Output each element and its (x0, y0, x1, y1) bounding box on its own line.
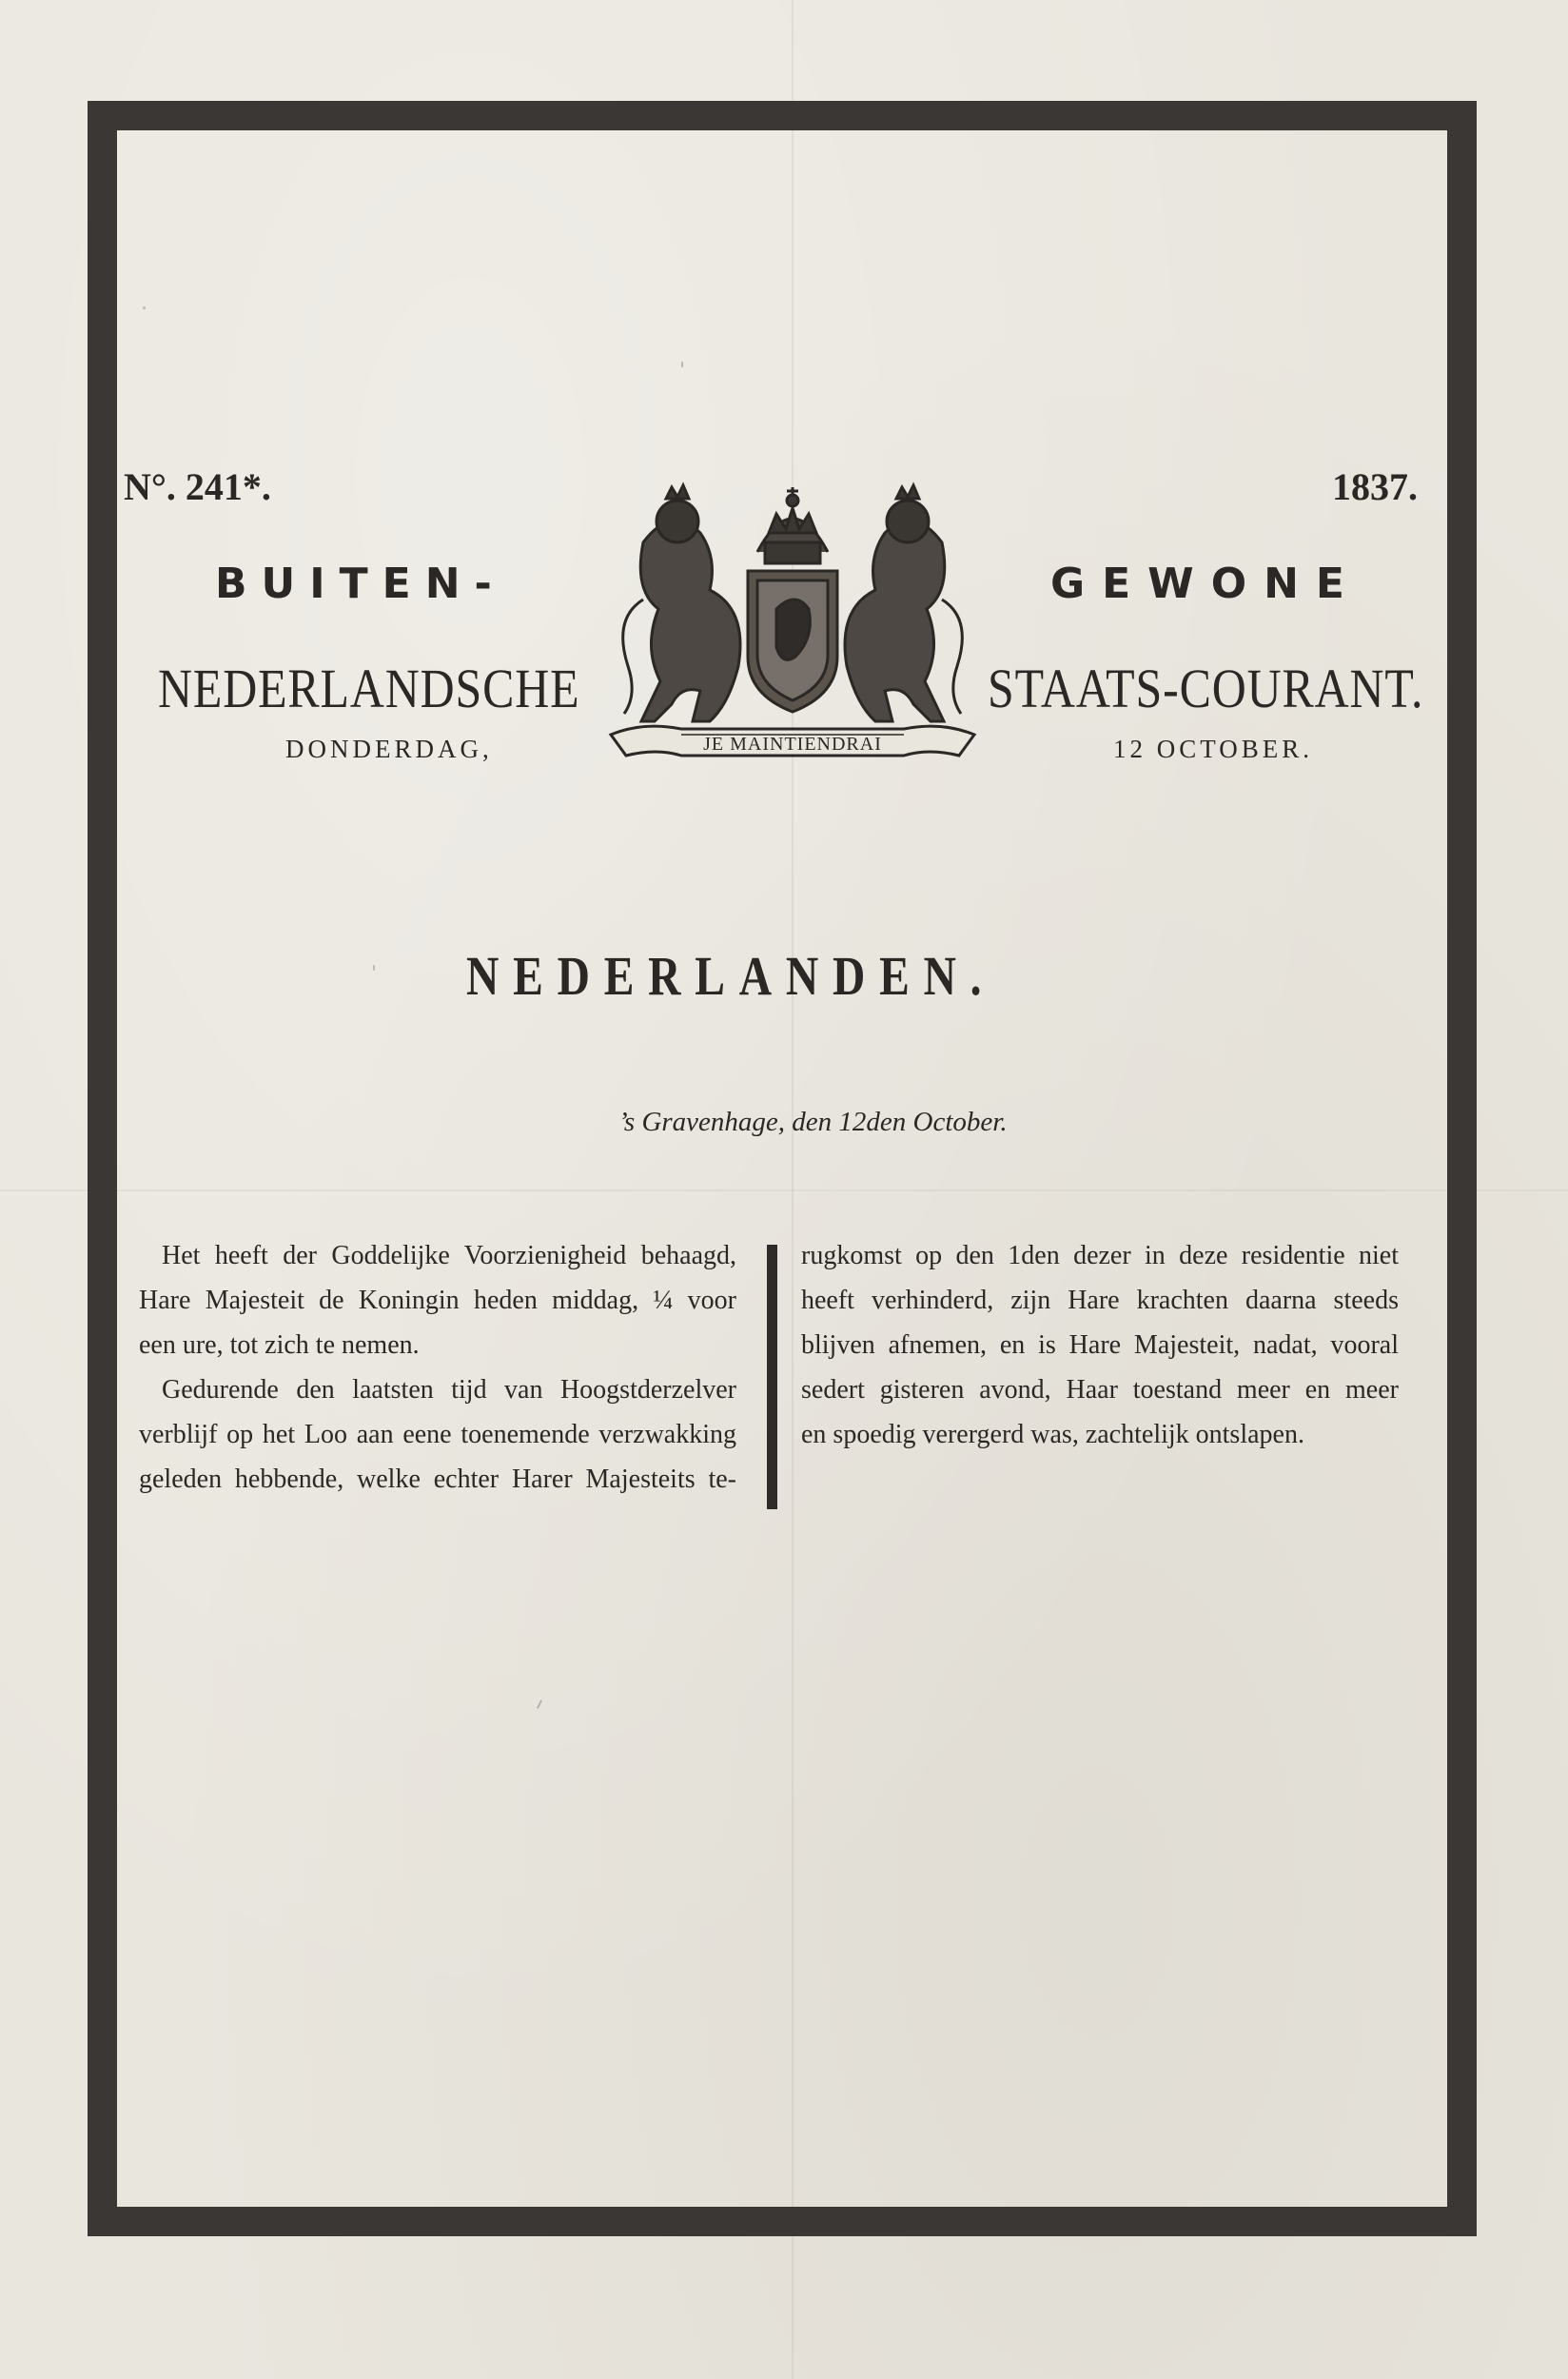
masthead-right-top: GEWONE (1050, 560, 1362, 608)
article-right-column (801, 1233, 1399, 1457)
mourning-border-inner (114, 128, 1450, 2210)
article-left-column (139, 1233, 736, 1502)
paper-speck (373, 965, 375, 971)
section-title: NEDERLANDEN. (466, 945, 996, 1007)
article-line: heeft verhinderd, zijn Hare krachten daarna steeds (801, 1286, 1399, 1315)
coat-of-arms-icon (605, 466, 980, 771)
column-divider (767, 1245, 777, 1509)
article-line: Gedurende den laatsten tijd van Hoogstderzelver (162, 1375, 736, 1405)
crest-motto: JE MAINTIENDRAI (703, 734, 882, 755)
article-line: rugkomst op den 1den dezer in deze residentie niet (801, 1241, 1399, 1270)
issue-number: N°. 241*. (124, 465, 271, 508)
paper-speck (143, 306, 146, 309)
article-line: blijven afnemen, en is Hare Majesteit, nadat, vooral (801, 1330, 1399, 1360)
article-line: geleden hebbende, welke echter Harer Majesteits te- (139, 1465, 736, 1494)
article-line: sedert gisteren avond, Haar toestand meer en meer (801, 1375, 1399, 1405)
article-line: Het heeft der Goddelijke Voorzienigheid behaagd, (162, 1241, 736, 1270)
article-line: een ure, tot zich te nemen. (139, 1330, 420, 1360)
dateline: ’s Gravenhage, den 12den October. (618, 1107, 1008, 1137)
masthead-right-main: STAATS-COURANT. (988, 658, 1424, 719)
paper-speck (681, 362, 683, 367)
article-line: en spoedig verergerd was, zachtelijk ontslapen. (801, 1420, 1304, 1449)
masthead-left-main: NEDERLANDSCHE (158, 658, 580, 719)
article-line: Hare Majesteit de Koningin heden middag, ¼ voor (139, 1286, 736, 1315)
issue-year: 1837. (1332, 465, 1418, 508)
masthead-weekday: DONDERDAG, (285, 735, 493, 763)
masthead-date: 12 OCTOBER. (1113, 735, 1314, 763)
masthead-left-top: BUITEN- (215, 560, 506, 608)
article-line: verblijf op het Loo aan eene toenemende verzwakking (139, 1420, 736, 1449)
